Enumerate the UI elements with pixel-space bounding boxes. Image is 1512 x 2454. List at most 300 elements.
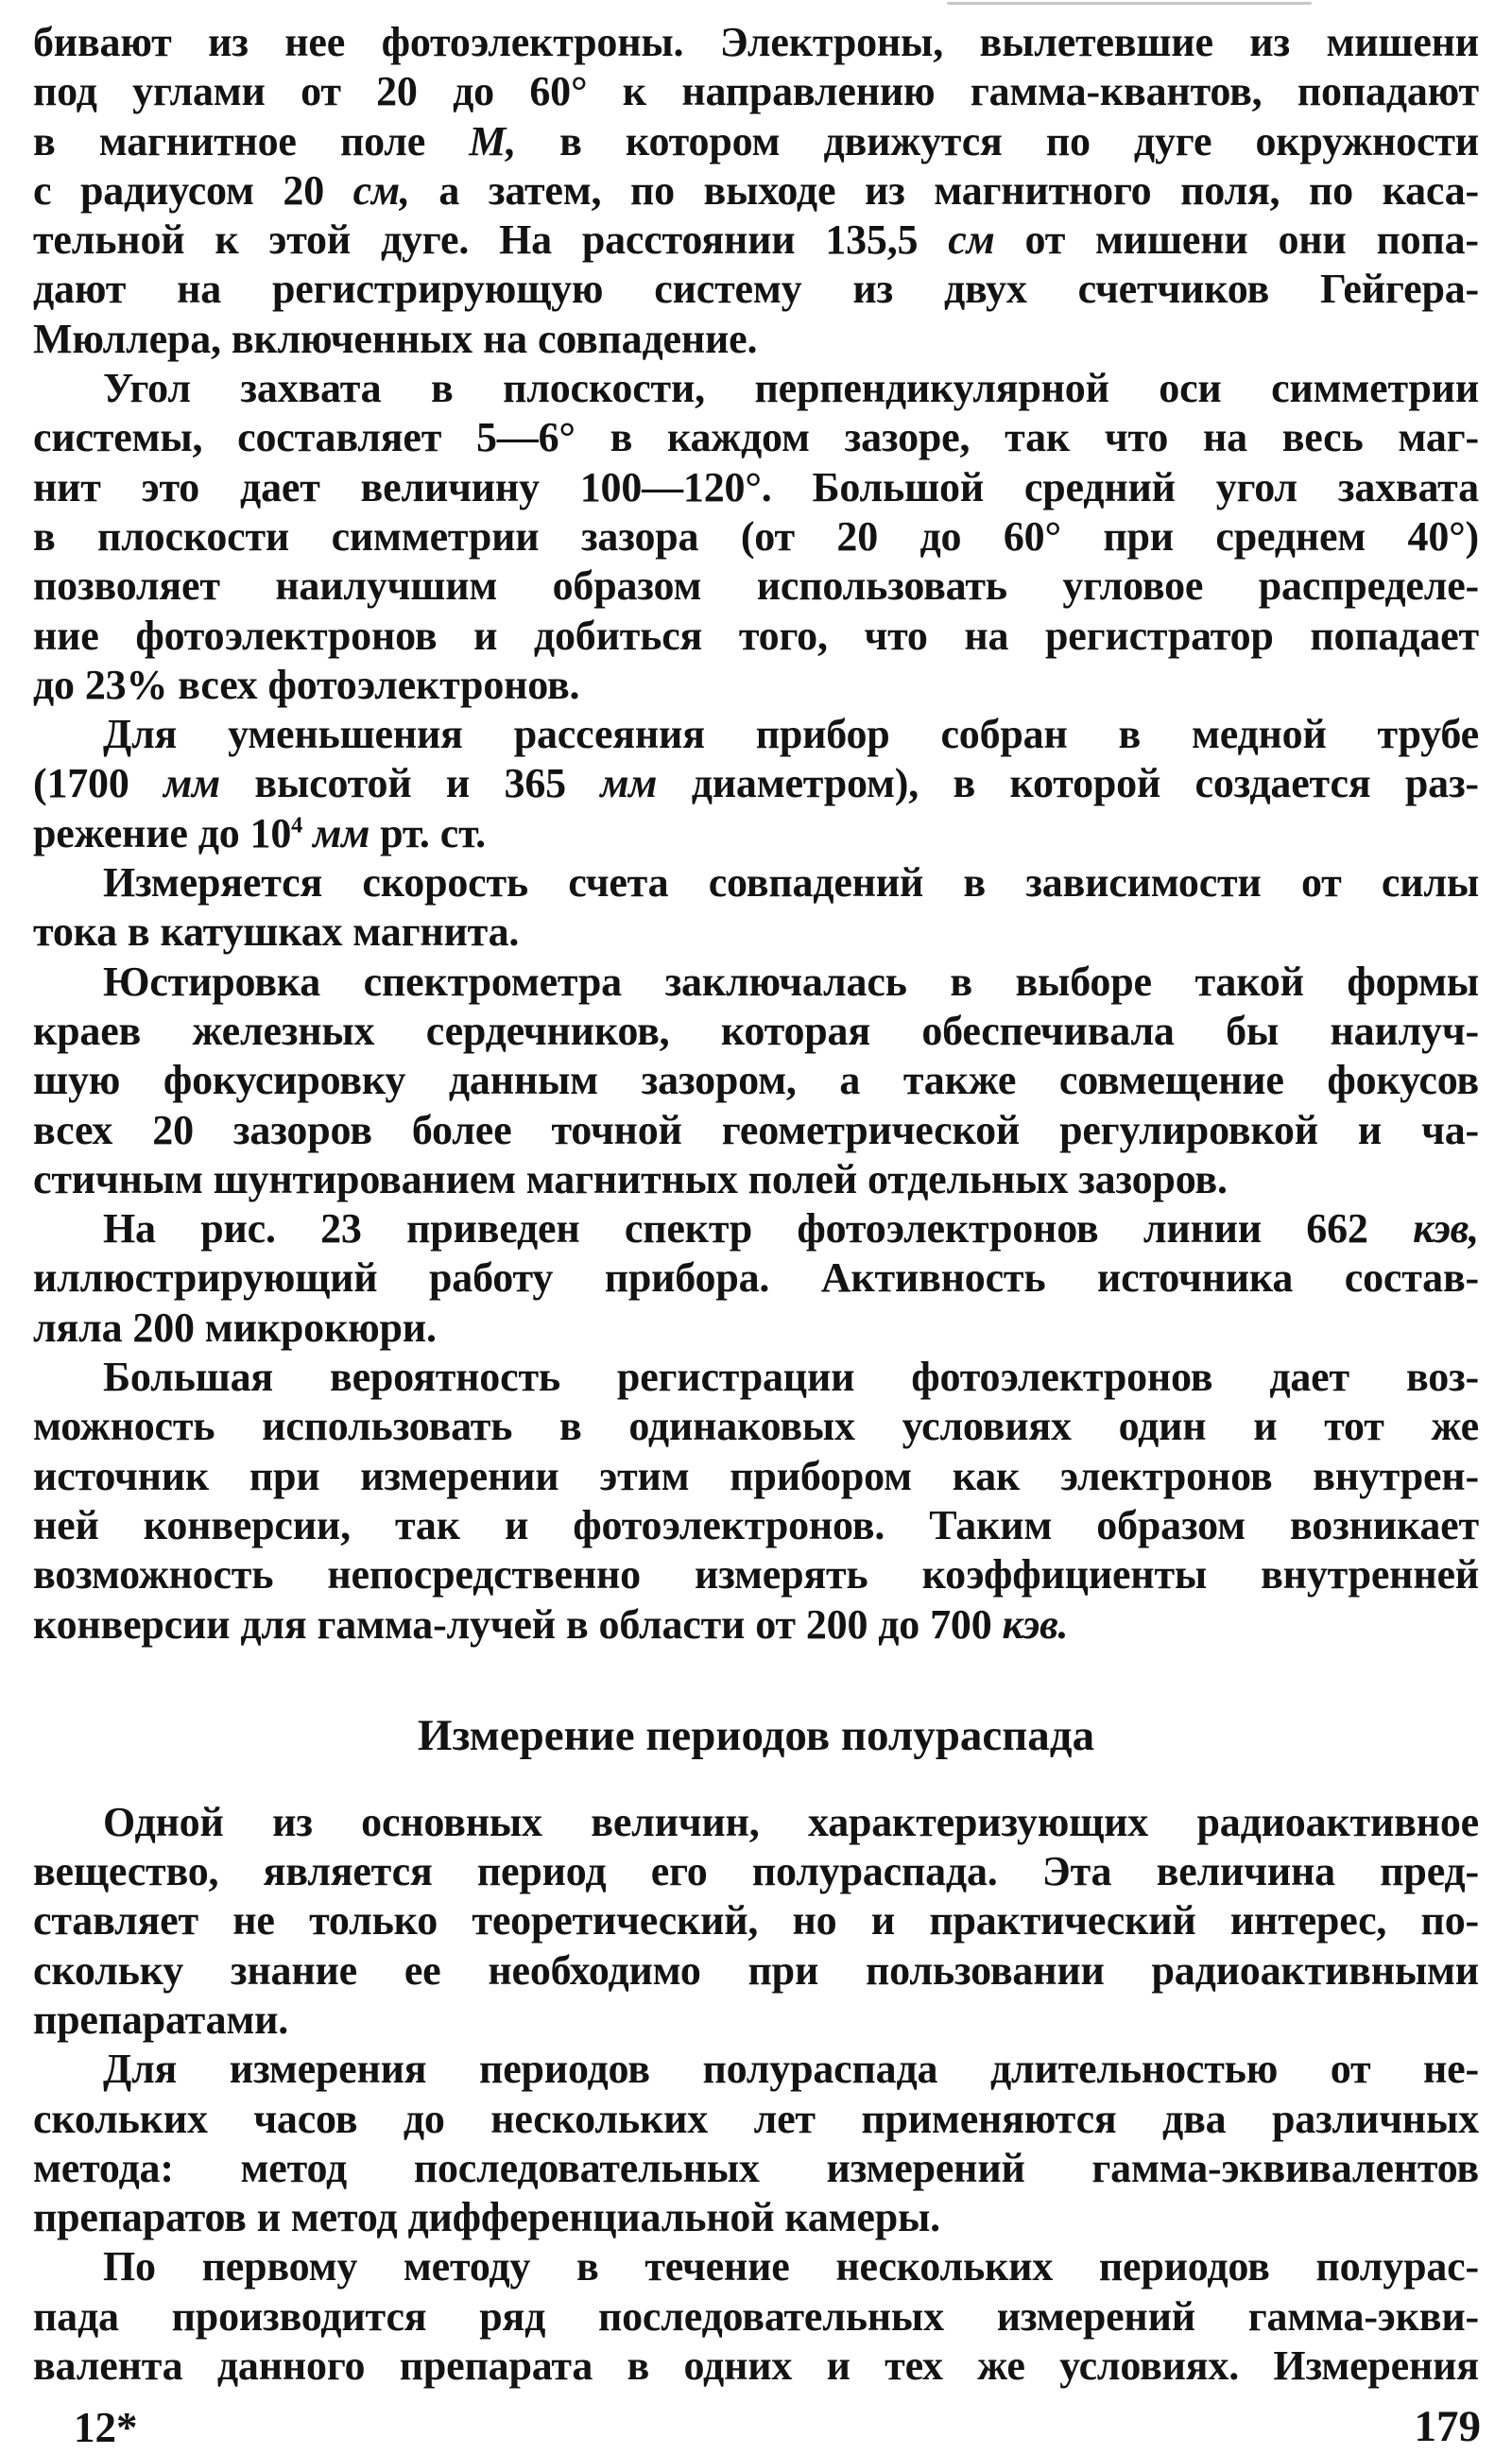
word: но [792,1897,837,1944]
word: скольку [33,1946,184,1994]
word: внутренней [1261,1551,1479,1599]
word: зазоров [232,1106,372,1153]
scan-artifact-line [947,2,1312,5]
word: 23 [320,1205,362,1253]
text-line [33,958,1479,1007]
word: до [878,1600,920,1648]
word: применяются [861,2095,1117,2142]
word: всех [33,1106,113,1153]
word: собран [940,711,1068,758]
word: Большая [103,1354,274,1401]
word: дает [1269,1354,1349,1401]
word: в [953,760,976,807]
word: а [839,1057,861,1104]
word: раз- [1404,760,1479,807]
word: ляла [33,1304,123,1351]
word: фотоэлектроны. [381,19,684,65]
word: же [1431,1403,1479,1450]
word: не [232,1897,275,1944]
word: тока [33,908,117,956]
word: симметрии [331,512,540,560]
word: нескольких [490,2095,709,2142]
word: и [445,760,471,807]
word: этой [268,216,352,264]
word: дают [33,266,127,313]
word: камеры. [784,2194,940,2241]
word: трубе [1377,711,1479,758]
word: симметрии [1271,365,1479,412]
text-line [33,1253,1479,1303]
text-line [33,1204,1479,1253]
word: Мюллера, [33,315,221,362]
word: иллюстрирующий [33,1254,378,1302]
word: зазоров. [1078,1155,1228,1202]
word: Гейгера- [1319,266,1479,313]
word: в [127,908,150,956]
text-line [33,315,1479,364]
word: на [964,612,1009,659]
word: наилуч- [1330,1007,1479,1054]
word: длительностью [989,2046,1279,2093]
word: Измерения [1273,2342,1479,2390]
word: к [622,68,646,115]
word: регистрации [616,1354,855,1401]
word: скольких [33,2095,208,2142]
word: этим [599,1452,690,1499]
text-line [33,1798,1479,1847]
word: По [103,2243,156,2290]
word: образом [1096,1501,1246,1548]
word: тельной [33,216,185,264]
word: радиоактивное [1196,1798,1479,1845]
word: которая [720,1007,870,1054]
word: 20 [836,512,879,560]
footer-signature-mark: 12* [74,2404,138,2451]
word: ряд [479,2292,546,2340]
text-line [33,413,1479,462]
word: зазором, [641,1057,797,1104]
word: заключалась [664,958,907,1005]
word: скорость [362,859,528,907]
text-line [33,1946,1479,1996]
word: измерения [229,2046,427,2093]
word: совпадение. [537,315,758,362]
word: дает [240,463,320,510]
word: нескольких [835,2243,1054,2290]
word: в [1118,711,1142,758]
word: непосредственно [327,1551,641,1599]
word: гамма-лучей [317,1600,556,1648]
word: магнитного [934,166,1152,214]
word: 20 [152,1106,194,1153]
word: метод [240,2144,348,2191]
word: же [977,2342,1025,2390]
word: и [870,1897,895,1944]
word: в [627,2342,650,2390]
paragraph [33,958,1479,1204]
word: нит [33,463,101,510]
word: метода: [33,2144,174,2191]
word: микрокюри. [204,1304,437,1351]
word: из [864,166,905,214]
word: в [559,1403,582,1450]
word: плоскости [97,512,290,560]
word: попадает [1310,612,1479,659]
word: ставляет [33,1897,198,1944]
word: препаратов [33,2194,247,2241]
word: спектр [624,1205,753,1253]
word: источник [33,1452,210,1499]
word: дуге [1133,117,1212,164]
word: в [431,365,454,412]
text-line [33,1452,1479,1501]
word: использовать [756,562,1007,610]
word: дифференциальной [407,2194,775,2241]
word: счета [568,859,669,907]
word: на [482,315,527,362]
word: нее [284,19,346,65]
word: данным [448,1057,598,1104]
italic-word: М, [469,117,517,164]
text-line [33,512,1479,562]
word: конверсии [33,1600,231,1648]
word: прибора. [604,1254,770,1302]
word: 20 [283,166,325,214]
word: можность [33,1403,215,1450]
word: величину [360,463,540,510]
word: зазоре, [844,414,971,461]
word: использовать [262,1403,513,1450]
word: тех [885,2342,943,2390]
word: это [141,463,200,510]
word: под [33,68,97,115]
word: железных [192,1007,375,1054]
word: производится [171,2292,427,2340]
word: коэффициенты [921,1551,1208,1599]
text-line [33,907,1479,957]
paragraph [33,1353,1479,1650]
word: различных [1272,2095,1479,2142]
paragraph [33,364,1479,710]
word: шунтированием [213,1155,516,1202]
word: из [208,19,249,65]
word: образом [552,562,702,610]
word: вылетевшие [979,19,1213,65]
word: направлению [681,68,936,115]
word: течение [644,2243,790,2290]
word: оси [1159,365,1222,412]
word: фотоэлектронов. [573,1501,885,1548]
word: регистрирующую [271,266,604,313]
word: всех [178,661,258,708]
text-line [33,463,1479,512]
word: спектрометра [363,958,622,1005]
word: валента [33,2342,183,2390]
word: силы [1381,859,1479,907]
word: последовательных [413,2144,760,2191]
word: мишени [1095,216,1248,264]
word: теоретический, [472,1897,759,1944]
word: стичным [33,1155,203,1202]
word: величина [1156,1848,1335,1895]
word: каса- [1382,166,1479,214]
word: и [256,2194,281,2241]
word: к [215,216,239,264]
word: (1700 [33,760,129,807]
word: 60° [529,68,588,115]
word: Угол [103,365,191,412]
word: от [1300,859,1342,907]
text-line [33,809,1479,858]
word: в [33,512,56,560]
word: уменьшения [228,711,463,758]
word: ча- [1421,1106,1479,1153]
word: работу [429,1254,554,1302]
word: измерении [360,1452,559,1499]
word: составляет [237,414,442,461]
word: линии [1143,1205,1262,1253]
word: 20 [376,68,418,115]
word: расстоянии [581,216,796,264]
word: является [263,1848,433,1895]
word: гамма-экви- [1247,2292,1479,2340]
text-line [33,265,1479,314]
word: попа- [1376,216,1479,264]
word: по [1309,166,1353,214]
word: фотоэлектронов [797,1205,1099,1253]
word: необходимо [488,1946,701,1994]
word: одних [683,2342,793,2390]
word: последовательных [597,2292,944,2340]
word: для [240,1600,307,1648]
word: каждом [666,414,810,461]
word: поля, [1180,166,1280,214]
word: по [1045,117,1091,164]
word: приведен [406,1205,580,1253]
word: полураспада [702,2046,938,2093]
word: одинаковых [628,1403,855,1450]
word: попадают [1297,68,1479,115]
word: его [650,1848,708,1895]
text-line [33,1007,1479,1056]
word: выходе [703,166,836,214]
word: при [249,1452,320,1499]
word: На [103,1205,156,1253]
word: включенных [231,315,472,362]
text-line [33,858,1479,907]
word: не- [1423,2046,1479,2093]
word: радиоактивными [1151,1946,1479,1994]
word: радиусом [79,166,254,214]
word: угол [1215,463,1297,510]
word: системы, [33,414,203,461]
word: из [852,266,893,313]
section-heading: Измерение периодов полураспада [417,1710,1095,1760]
word: 200 [132,1304,195,1351]
word: захвата [240,365,382,412]
text-line [33,2342,1479,2391]
word: регистратор [1045,612,1274,659]
text-line [33,612,1479,661]
word: добиться [533,612,703,659]
word: интерес, [1229,1897,1387,1944]
word: точной [551,1106,682,1153]
word: и [1357,1106,1383,1153]
word: один [1118,1403,1207,1450]
word: по [629,166,675,214]
word: того, [738,612,828,659]
italic-word: мм [600,760,658,807]
word: 40°) [1407,512,1479,560]
italic-word: см, [352,166,410,214]
paragraph [33,1204,1479,1353]
word: до [403,2095,445,2142]
word: до [453,68,494,115]
word: а [438,166,460,214]
text-line [33,1056,1479,1105]
word: возможность [33,1551,274,1599]
text-line [33,216,1479,265]
text-line [33,2292,1479,2342]
word: так [1005,414,1071,461]
word: только [309,1897,438,1944]
text-line [33,2193,1479,2242]
word: Эта [1041,1848,1112,1895]
word: до [198,809,240,856]
word: ние [33,612,99,659]
word: с [33,166,52,214]
body-text-upper [33,18,1479,1650]
word: котором [625,117,781,164]
word: совмещение [1058,1057,1284,1104]
word: 100—120°. [579,463,772,510]
word: два [1162,2095,1227,2142]
word: лет [753,2095,816,2142]
paragraph [33,858,1479,958]
word: 662 [1306,1205,1368,1253]
word: краев [33,1007,142,1054]
text-line [33,1600,1479,1650]
word: регулировкой [1059,1106,1318,1153]
text-column [33,0,1479,2391]
word: области [598,1600,746,1648]
word: Одной [103,1798,224,1845]
text-line [33,1106,1479,1155]
word: Большой [812,463,984,510]
word: что [864,612,928,659]
word: Электроны, [719,19,943,65]
word: полей [747,1155,858,1202]
italic-word: мм [313,809,370,856]
word: возникает [1290,1501,1479,1548]
word: при [1103,512,1174,560]
text-line [33,1996,1479,2045]
paragraph [33,710,1479,858]
word: в [565,1600,589,1648]
word: ст. [439,809,486,856]
word: выборе [1015,958,1152,1005]
word: такой [1194,958,1304,1005]
word: условиях. [1059,2342,1240,2390]
word: измерений [996,2292,1195,2340]
word: позволяет [33,562,220,610]
word: фокусировку [163,1057,406,1104]
word: вещество, [33,1848,219,1895]
text-line [33,166,1479,216]
word: 200 [805,1600,868,1648]
word: из [272,1798,313,1845]
word: (от [740,512,795,560]
word: ее [404,1946,441,1994]
word: диаметром), [691,760,919,807]
word: препаратами. [33,1996,289,2043]
word: отдельных [868,1155,1069,1202]
word: захвата [1337,463,1479,510]
word: также [902,1057,1017,1104]
word: от [755,1600,796,1648]
word: что [1104,414,1169,461]
text-line [33,67,1479,116]
word: дуге. [380,216,470,264]
word: знание [230,1946,357,1994]
word: прибор [755,711,890,758]
word: от [301,68,341,115]
word: поле [339,117,426,164]
word: катушках [160,908,343,956]
word: которой [1009,760,1161,807]
word: $10^4$ [249,809,303,856]
word: препарата [399,2342,593,2390]
word: рассеяния [513,711,705,758]
paragraph [33,2242,1479,2391]
word: 23% [84,661,168,708]
word: 135,5 [825,216,919,264]
word: ней [33,1501,99,1548]
word: Для [103,2046,178,2093]
word: период [476,1848,607,1895]
text-line [33,562,1479,611]
word: и [473,612,498,659]
word: медной [1191,711,1327,758]
text-line [33,1155,1479,1204]
word: зазора [580,512,699,560]
text-line [33,1550,1479,1599]
word: в [33,117,56,164]
word: бивают [33,19,172,65]
word: полураспада. [751,1848,998,1895]
word: из [1249,19,1290,65]
word: среднем [1215,512,1366,560]
word: от [1024,216,1066,264]
word: маг- [1398,414,1479,461]
word: конверсии, [143,1501,351,1548]
word: периодов [479,2046,650,2093]
word: зависимости [1025,859,1262,907]
word: шую [33,1057,121,1104]
word: наилучшим [275,562,498,610]
word: Юстировка [103,958,321,1005]
text-line [33,1304,1479,1353]
word: окружности [1255,117,1479,164]
word: и [826,2342,850,2390]
text-line [33,2095,1479,2144]
word: распределе- [1258,562,1479,610]
word: характеризующих [807,1798,1149,1845]
word: 365 [504,760,566,807]
word: воз- [1405,1354,1479,1401]
text-line [33,2144,1479,2193]
superscript: 4 [291,812,303,838]
